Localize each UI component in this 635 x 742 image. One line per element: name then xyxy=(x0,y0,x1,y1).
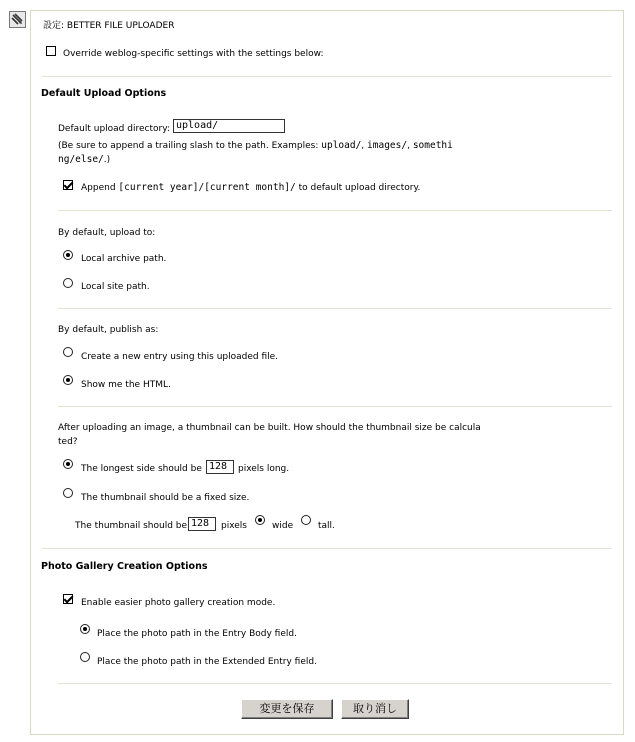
publish-html-label: Show me the HTML. xyxy=(81,380,171,390)
append-code: [current year]/[current month]/ xyxy=(118,182,296,193)
divider xyxy=(58,406,612,407)
append-post: to default upload directory. xyxy=(298,183,421,193)
override-label: Override weblog-specific settings with the settings below: xyxy=(63,49,324,59)
publish-as-label: By default, publish as: xyxy=(58,325,159,335)
thumb-fixed-unit: pixels xyxy=(221,521,247,531)
gallery-enable-checkbox[interactable] xyxy=(63,594,73,604)
upload-to-site-label: Local site path. xyxy=(81,282,150,292)
cancel-button[interactable]: 取り消し xyxy=(341,699,409,719)
divider xyxy=(58,308,612,309)
thumb-wide-radio[interactable] xyxy=(255,515,265,525)
thumbnail-question-cont: ted? xyxy=(58,437,78,447)
thumb-longest-post: pixels long. xyxy=(238,464,290,474)
publish-html-radio[interactable] xyxy=(63,375,73,385)
divider xyxy=(58,683,612,684)
plugin-title: 設定: BETTER FILE UPLOADER xyxy=(43,21,175,31)
gallery-enable-label: Enable easier photo gallery creation mode. xyxy=(81,598,276,608)
thumb-longest-radio[interactable] xyxy=(63,459,73,469)
settings-panel xyxy=(30,10,624,735)
gallery-extended-radio[interactable] xyxy=(80,652,90,662)
upload-dir-hint: (Be sure to append a trailing slash to the path. Examples: upload/, images/, somethi xyxy=(58,140,453,151)
hint-end: .) xyxy=(103,155,111,165)
thumb-fixed-radio[interactable] xyxy=(63,488,73,498)
upload-to-site-radio[interactable] xyxy=(63,278,73,288)
upload-dir-input[interactable]: upload/ xyxy=(173,119,285,133)
thumb-longest-pre: The longest side should be xyxy=(81,464,202,474)
override-checkbox[interactable] xyxy=(46,46,56,56)
upload-to-archive-radio[interactable] xyxy=(63,250,73,260)
upload-dir-label: Default upload directory: xyxy=(58,124,170,134)
hint-example: somethi xyxy=(412,140,453,151)
hint-prefix: (Be sure to append a trailing slash to the path. Examples: xyxy=(58,141,319,151)
divider xyxy=(42,548,612,549)
upload-to-label: By default, upload to: xyxy=(58,228,156,238)
thumb-tall-radio[interactable] xyxy=(301,515,311,525)
divider xyxy=(42,76,612,77)
thumb-tall-label: tall. xyxy=(318,521,335,531)
append-pre: Append xyxy=(81,183,116,193)
hint-example: ng/else/ xyxy=(58,154,104,165)
thumb-fixed-label: The thumbnail should be a fixed size. xyxy=(81,493,250,503)
append-date-label xyxy=(81,182,420,193)
plugin-icon xyxy=(9,11,26,28)
hint-example: images/ xyxy=(367,140,408,151)
gallery-body-radio[interactable] xyxy=(80,624,90,634)
divider xyxy=(58,210,612,211)
publish-entry-radio[interactable] xyxy=(63,347,73,357)
upload-to-archive-label: Local archive path. xyxy=(81,254,167,264)
gallery-body-label: Place the photo path in the Entry Body field. xyxy=(97,629,297,639)
thumb-longest-input[interactable]: 128 xyxy=(206,460,234,474)
thumb-wide-label: wide xyxy=(272,521,294,531)
append-date-checkbox[interactable] xyxy=(63,180,73,190)
hint-example: upload/ xyxy=(321,140,362,151)
upload-dir-hint-cont xyxy=(58,154,110,165)
gallery-extended-label: Place the photo path in the Extended Entry field. xyxy=(97,657,317,667)
thumbnail-question: After uploading an image, a thumbnail can be built. How should the thumbnail size be calcula xyxy=(58,423,481,433)
thumb-fixed-input[interactable]: 128 xyxy=(188,517,216,531)
save-button[interactable]: 変更を保存 xyxy=(241,699,333,719)
default-upload-heading: Default Upload Options xyxy=(41,88,167,99)
publish-entry-label: Create a new entry using this uploaded file. xyxy=(81,352,279,362)
thumb-fixed-pre: The thumbnail should be xyxy=(75,521,188,531)
gallery-heading: Photo Gallery Creation Options xyxy=(41,561,208,572)
